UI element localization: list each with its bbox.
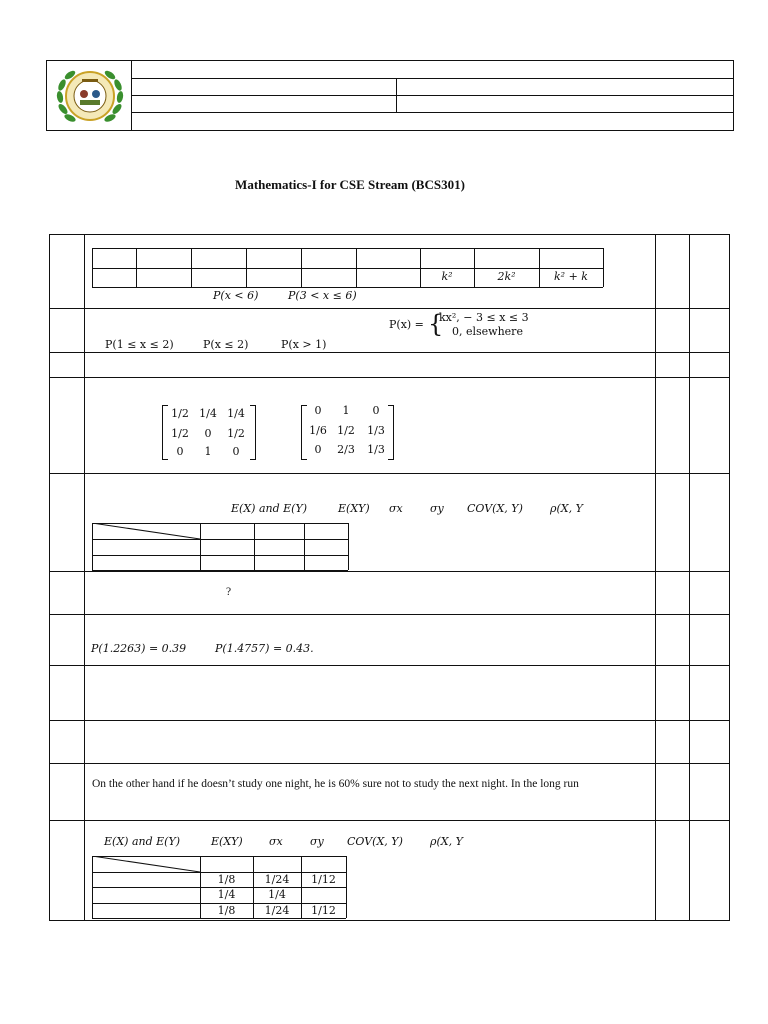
covariance-label: COV(X, Y) <box>467 502 523 515</box>
table-cell: 1/8 <box>217 873 236 886</box>
normal-table-value: P(1.2263) = 0.39 <box>91 642 187 655</box>
table-cell: 1/4 <box>217 888 236 901</box>
cell-k-squared-plus-k: k² + k <box>554 270 588 283</box>
prob-expression: P(x ≤ 2) <box>203 338 249 351</box>
correlation-label: ρ(X, Y <box>550 502 583 515</box>
college-logo <box>52 63 128 127</box>
pdf-case-2: 0, elsewhere <box>452 325 523 338</box>
exy-label: E(XY) <box>211 835 243 848</box>
pdf-case-1: kx², − 3 ≤ x ≤ 3 <box>439 311 529 324</box>
prob-expression: P(3 < x ≤ 6) <box>288 289 357 302</box>
sigma-x-label: σx <box>389 502 403 515</box>
page-title: Mathematics-I for CSE Stream (BCS301) <box>235 177 465 192</box>
cell-k-squared: k² <box>441 270 453 283</box>
sigma-y-label: σy <box>430 502 444 515</box>
normal-table-value: P(1.4757) = 0.43. <box>215 642 314 655</box>
markov-question-text: On the other hand if he doesn’t study one night, he is 60% sure not to study the next night. In the long run <box>92 778 579 790</box>
prob-expression: P(x > 1) <box>281 338 327 351</box>
table-cell: 1/24 <box>264 873 290 886</box>
table-cell: 1/12 <box>311 904 336 917</box>
correlation-label: ρ(X, Y <box>430 835 463 848</box>
sigma-x-label: σx <box>269 835 283 848</box>
prob-expression: P(x < 6) <box>213 289 259 302</box>
pdf-label: P(x) = <box>389 318 424 331</box>
expectation-label: E(X) and E(Y) <box>231 502 307 515</box>
expectation-label: E(X) and E(Y) <box>104 835 180 848</box>
table-cell: 1/24 <box>264 904 290 917</box>
covariance-label: COV(X, Y) <box>347 835 403 848</box>
table-cell: 1/8 <box>217 904 236 917</box>
sigma-y-label: σy <box>310 835 324 848</box>
table-cell: 1/4 <box>268 888 286 901</box>
exy-label: E(XY) <box>338 502 370 515</box>
brace-glyph: { <box>428 310 444 338</box>
prob-expression: P(1 ≤ x ≤ 2) <box>105 338 174 351</box>
question-mark: ? <box>226 586 232 598</box>
cell-2k-squared: 2k² <box>497 270 516 283</box>
table-cell: 1/12 <box>311 873 336 886</box>
